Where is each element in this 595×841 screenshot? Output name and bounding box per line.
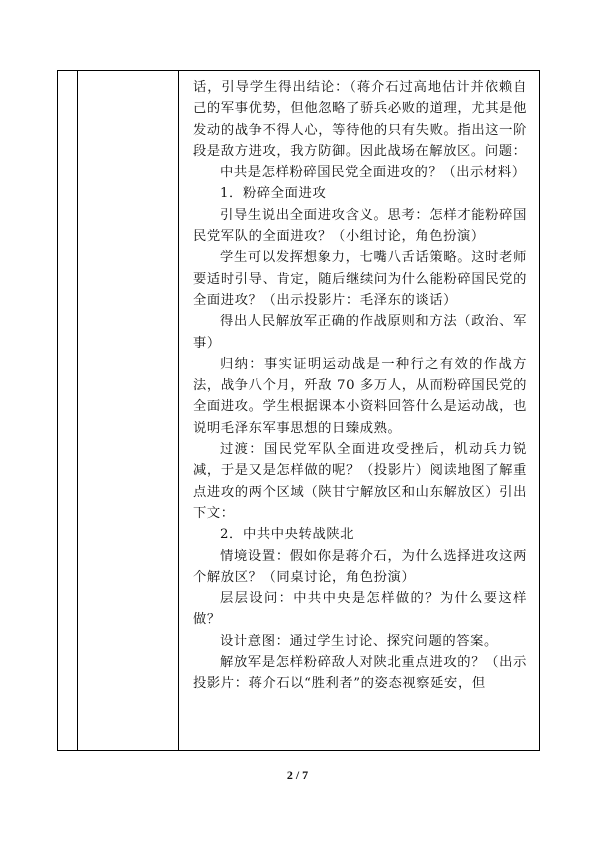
body-paragraph: 情境设置：假如你是蒋介石，为什么选择进攻这两个解放区？（同桌讨论，角色扮演） bbox=[193, 548, 527, 585]
body-paragraph: 学生可以发挥想象力，七嘴八舌话策略。这时老师要适时引导、肯定，随后继续问为什么能粉碎国民党的全面进攻？（出示投影片：毛泽东的谈话） bbox=[193, 250, 527, 308]
body-paragraph: 归纳：事实证明运动战是一种行之有效的作战方法，战争八个月，歼敌 70 多万人，从而粉碎国民党的全面进攻。学生根据课本小资料回答什么是运动战，也说明毛泽东军事思想的日臻成熟。 bbox=[193, 356, 527, 436]
page-number: 2 / 7 bbox=[286, 768, 309, 782]
body-paragraph: 得出人民解放军正确的作战原则和方法（政治、军事） bbox=[193, 314, 527, 351]
body-paragraph: 过渡：国民党军队全面进攻受挫后，机动兵力锐减，于是又是怎样做的呢？（投影片）阅读地图了解重点进攻的两个区域（陕甘宁解放区和山东解放区）引出下文： bbox=[193, 442, 527, 521]
lesson-plan-table bbox=[57, 70, 540, 751]
teaching-process-cell bbox=[179, 71, 539, 695]
body-paragraph: 设计意图：通过学生讨论、探究问题的答案。 bbox=[220, 633, 498, 649]
body-paragraph: 引导生说出全面进攻含义。思考：怎样才能粉碎国民党军队的全面进攻？（小组讨论，角色扮演） bbox=[193, 207, 527, 245]
body-paragraph: 1．粉碎全面进攻 bbox=[220, 186, 327, 202]
table-column-divider bbox=[77, 71, 78, 750]
body-paragraph: 话，引导学生得出结论：（蒋介石过高地估计并依赖自己的军事优势，但他忽略了骄兵必败的道理，尤其是他发动的战争不得人心，等待他的只有失败。指出这一阶段是敌方进攻，我方防御。因此战场在解放区。问题： bbox=[193, 80, 527, 159]
body-paragraph: 层层设问：中共中央是怎样做的？为什么要这样做？ bbox=[193, 591, 527, 628]
body-paragraph: 中共是怎样粉碎国民党全面进攻的？（出示材料） bbox=[220, 165, 526, 181]
body-paragraph: 2．中共中央转战陕北 bbox=[220, 527, 355, 543]
body-paragraph: 解放军是怎样粉碎敌人对陕北重点进攻的？（出示投影片：蒋介石以“胜利者”的姿态视察延安，但 bbox=[193, 655, 527, 692]
